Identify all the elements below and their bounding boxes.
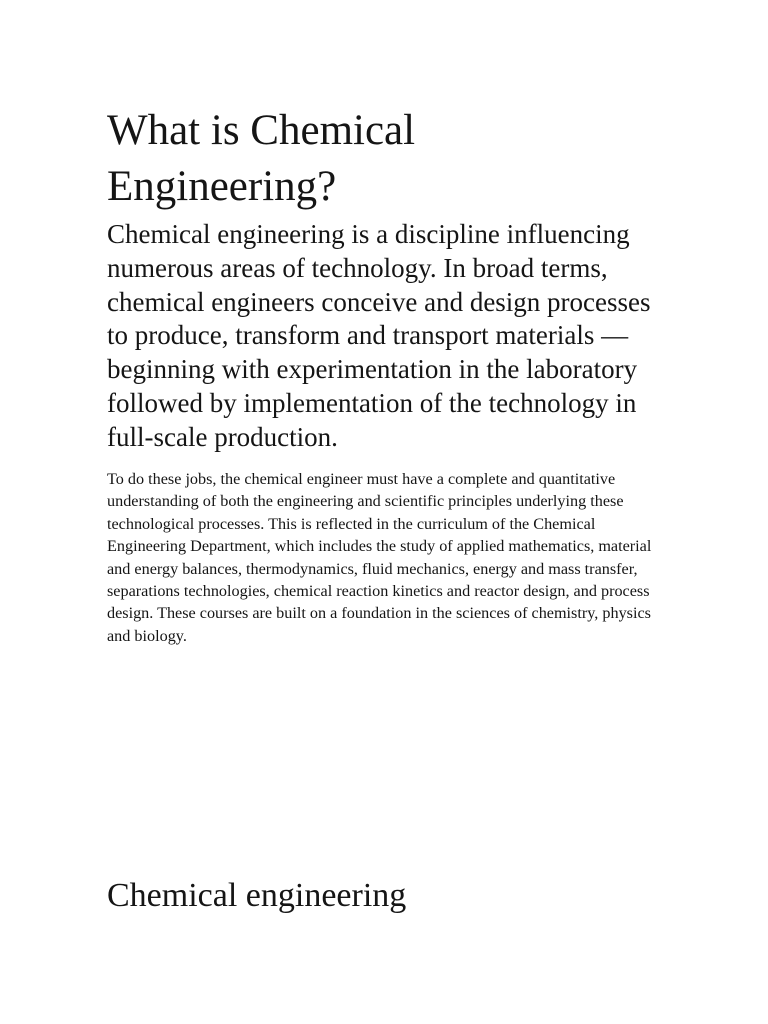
body-paragraph: To do these jobs, the chemical engineer must have a complete and quantitative understanding of both the engineering and scientific principles underlying these technological processes. This is reflected in the curriculum of the Chemical Engineering Department, which includes the study of applied mathematics, material and energy balances, thermodynamics, fluid mechanics, energy and mass transfer, separations technologies, chemical reaction kinetics and reactor design, and process design. These courses are built on a foundation in the sciences of chemistry, physics and biology. (107, 470, 652, 645)
page-title: What is Chemical Engineering? (107, 107, 416, 210)
section-heading: Chemical engineering (107, 877, 407, 914)
lead-paragraph: Chemical engineering is a discipline influencing numerous areas of technology. In broad terms, chemical engineers conceive and design processes to produce, transform and transport materials — beginning with experimentation in the laboratory followed by implementation of the technology in full-scale production. (107, 219, 651, 452)
